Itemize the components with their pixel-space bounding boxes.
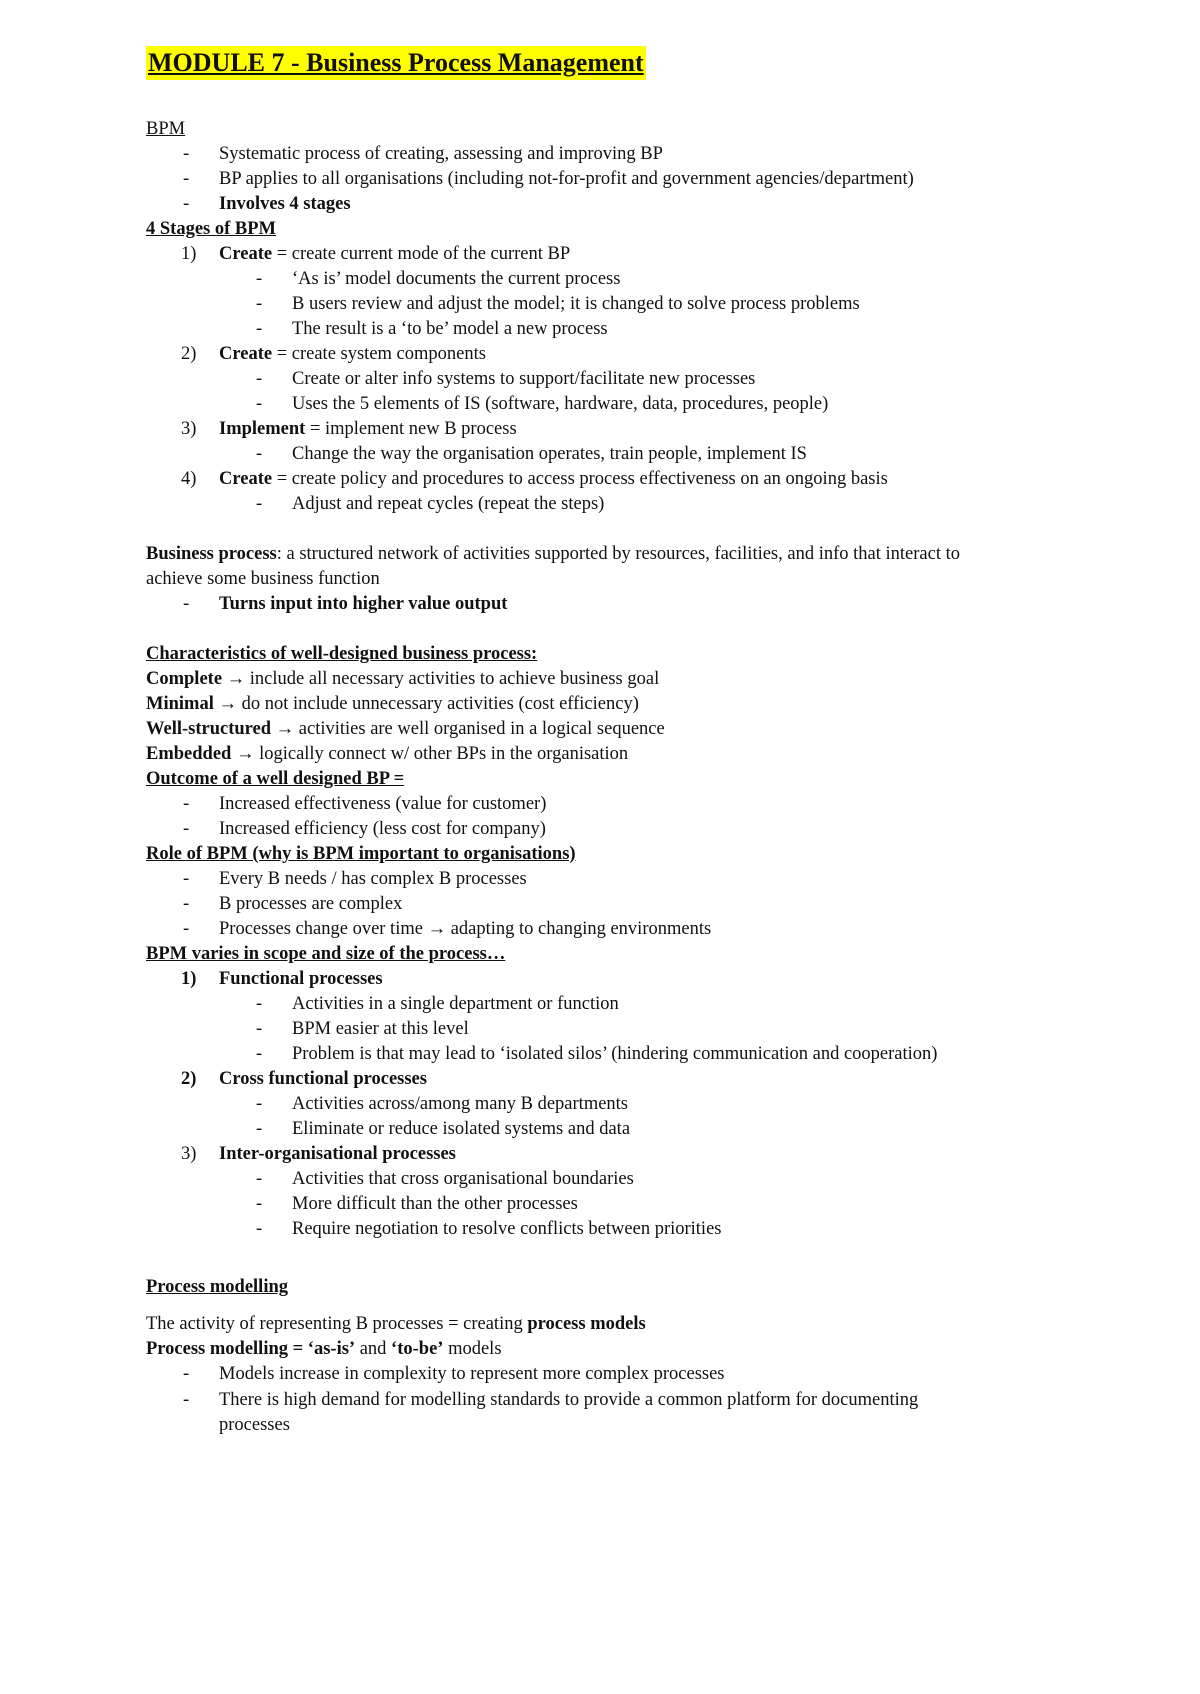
list-item: Every B needs / has complex B processes: [219, 869, 527, 889]
bullet-dash: -: [256, 1194, 263, 1214]
bullet-dash: -: [183, 819, 190, 839]
bullet-dash: -: [256, 1219, 263, 1239]
characteristic-desc: → logically connect w/ other BPs in the organisation: [231, 744, 629, 764]
bullet-dash: -: [256, 394, 263, 414]
bullet-dash: -: [256, 1044, 263, 1064]
sub-item: Adjust and repeat cycles (repeat the steps): [292, 494, 605, 514]
list-item: [219, 243, 570, 265]
stage-desc: = implement new B process: [305, 419, 517, 439]
page-title: MODULE 7 - Business Process Management: [146, 46, 646, 80]
list-item: [219, 468, 888, 490]
list-item: There is high demand for modelling standards to provide a common platform for documenting: [219, 1390, 919, 1410]
sub-item: BPM easier at this level: [292, 1019, 469, 1039]
characteristic-desc: → activities are well organised in a logical sequence: [271, 719, 665, 739]
bullet-dash: -: [183, 144, 190, 164]
stage-term: Create: [219, 469, 273, 489]
list-number: 1): [181, 969, 197, 989]
as-is-term: ‘as-is’: [307, 1339, 356, 1359]
characteristic-desc: → do not include unnecessary activities (cost efficiency): [213, 694, 639, 714]
bullet-dash: -: [256, 1169, 263, 1189]
characteristic-term: Embedded: [146, 744, 232, 764]
list-number: 2): [181, 1069, 197, 1089]
sub-item: Eliminate or reduce isolated systems and data: [292, 1119, 631, 1139]
list-item: Increased effectiveness (value for customer): [219, 794, 547, 814]
list-item: [219, 343, 486, 365]
sub-item: B users review and adjust the model; it is changed to solve process problems: [292, 294, 860, 314]
list-item-continuation: processes: [219, 1415, 290, 1435]
bullet-dash: -: [256, 269, 263, 289]
characteristic-term: Minimal: [146, 694, 214, 714]
list-item: Inter-organisational processes: [219, 1144, 456, 1164]
characteristic-item: [146, 743, 628, 765]
list-item: Turns input into higher value output: [219, 594, 508, 614]
definition-term: Business process: [146, 544, 277, 564]
sub-item: Change the way the organisation operates, train people, implement IS: [292, 444, 807, 464]
sub-item: Activities that cross organisational boundaries: [292, 1169, 634, 1189]
list-number: 2): [181, 344, 197, 364]
modelling-term: Process modelling =: [146, 1339, 308, 1359]
list-item: Cross functional processes: [219, 1069, 427, 1089]
section-heading-bpm: BPM: [146, 119, 186, 139]
bullet-dash: -: [256, 444, 263, 464]
bullet-dash: -: [183, 194, 190, 214]
bullet-dash: -: [183, 869, 190, 889]
section-heading-scope: BPM varies in scope and size of the process…: [146, 944, 506, 964]
characteristic-item: [146, 718, 665, 740]
section-heading-role: Role of BPM (why is BPM important to organisations): [146, 844, 576, 864]
bullet-dash: -: [183, 794, 190, 814]
list-item: Increased efficiency (less cost for company): [219, 819, 546, 839]
list-item: Models increase in complexity to represent more complex processes: [219, 1364, 725, 1384]
characteristic-term: Well-structured: [146, 719, 272, 739]
paragraph-text: The activity of representing B processes = creating: [146, 1314, 528, 1334]
characteristic-term: Complete: [146, 669, 223, 689]
bullet-dash: -: [183, 919, 190, 939]
list-item: Functional processes: [219, 969, 383, 989]
list-number: 1): [181, 244, 197, 264]
list-item: Processes change over time → adapting to changing environments: [219, 919, 712, 939]
stage-term: Create: [219, 344, 273, 364]
characteristic-item: [146, 693, 639, 715]
and-text: and: [355, 1339, 392, 1359]
sub-item: Require negotiation to resolve conflicts between priorities: [292, 1219, 722, 1239]
list-number: 4): [181, 469, 197, 489]
stage-term: Implement: [219, 419, 306, 439]
sub-item: Create or alter info systems to support/facilitate new processes: [292, 369, 756, 389]
bullet-dash: -: [256, 1119, 263, 1139]
paragraph-line: [146, 1313, 646, 1335]
sub-item: Problem is that may lead to ‘isolated silos’ (hindering communication and cooperation): [292, 1044, 938, 1064]
definition-text: : a structured network of activities supported by resources, facilities, and info that interact to: [276, 544, 960, 564]
list-item: Involves 4 stages: [219, 194, 351, 214]
bullet-dash: -: [183, 1364, 190, 1384]
list-number: 3): [181, 419, 197, 439]
stage-term: Create: [219, 244, 273, 264]
characteristic-desc: → include all necessary activities to achieve business goal: [222, 669, 660, 689]
bullet-dash: -: [183, 894, 190, 914]
section-heading-stages: 4 Stages of BPM: [146, 219, 276, 239]
section-heading-modelling: Process modelling: [146, 1277, 288, 1297]
sub-item: Uses the 5 elements of IS (software, hardware, data, procedures, people): [292, 394, 829, 414]
sub-item: ‘As is’ model documents the current process: [292, 269, 621, 289]
section-heading-characteristics: Characteristics of well-designed business process:: [146, 644, 538, 664]
list-item: B processes are complex: [219, 894, 403, 914]
list-number: 3): [181, 1144, 197, 1164]
stage-desc: = create policy and procedures to access process effectiveness on an ongoing basis: [272, 469, 888, 489]
characteristic-item: [146, 668, 659, 690]
bullet-dash: -: [256, 1019, 263, 1039]
stage-desc: = create current mode of the current BP: [272, 244, 571, 264]
bullet-dash: -: [183, 594, 190, 614]
bullet-dash: -: [256, 494, 263, 514]
section-heading-outcome: Outcome of a well designed BP =: [146, 769, 405, 789]
bullet-dash: -: [183, 169, 190, 189]
bullet-dash: -: [183, 1390, 190, 1410]
stage-desc: = create system components: [272, 344, 486, 364]
bullet-dash: -: [256, 994, 263, 1014]
sub-item: Activities across/among many B departments: [292, 1094, 629, 1114]
bullet-dash: -: [256, 369, 263, 389]
paragraph-bold: process models: [527, 1314, 646, 1334]
sub-item: Activities in a single department or function: [292, 994, 619, 1014]
bullet-dash: -: [256, 294, 263, 314]
sub-item: More difficult than the other processes: [292, 1194, 578, 1214]
paragraph-line: [146, 1338, 502, 1360]
models-text: models: [443, 1339, 502, 1359]
sub-item: The result is a ‘to be’ model a new process: [292, 319, 608, 339]
bullet-dash: -: [256, 1094, 263, 1114]
definition-line: [146, 543, 960, 565]
list-item: Systematic process of creating, assessing and improving BP: [219, 144, 663, 164]
to-be-term: ‘to-be’: [391, 1339, 444, 1359]
bullet-dash: -: [256, 319, 263, 339]
definition-line: achieve some business function: [146, 569, 380, 589]
list-item: [219, 418, 517, 440]
list-item: BP applies to all organisations (including not-for-profit and government agencies/department): [219, 169, 914, 189]
